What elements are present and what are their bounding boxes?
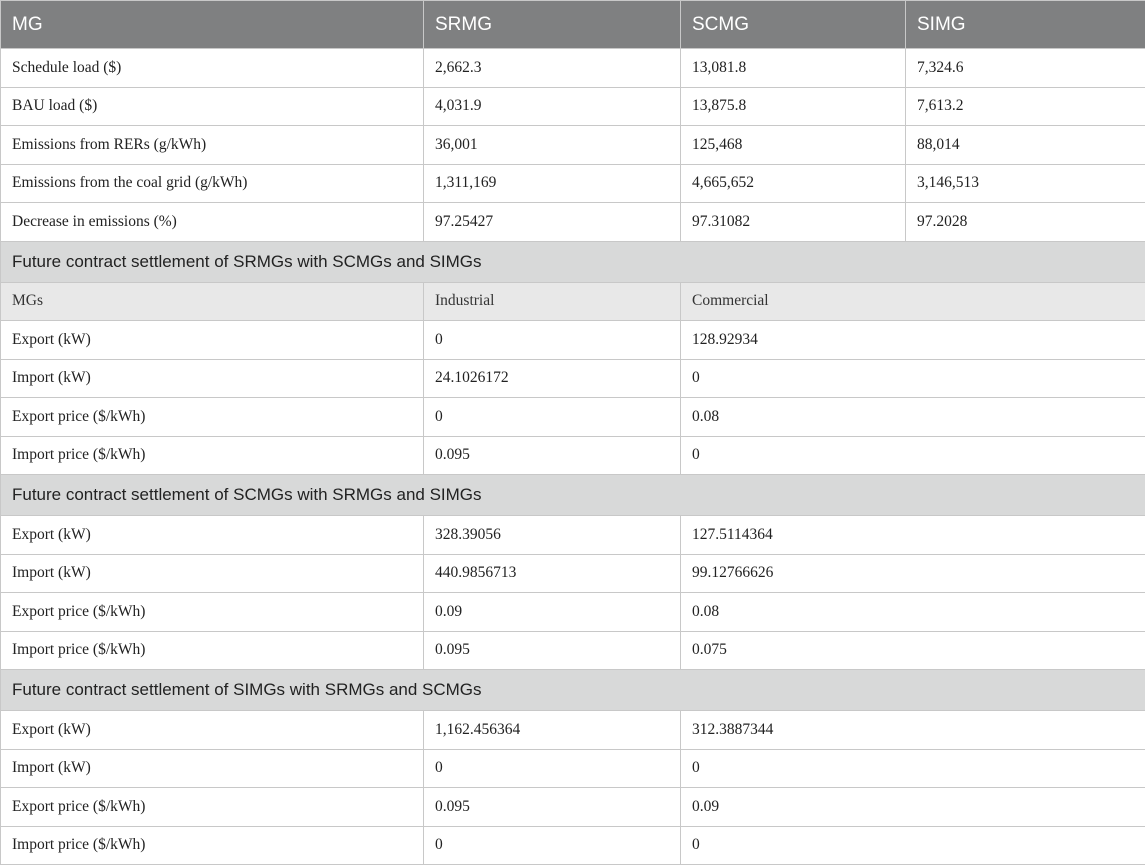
column-header: MG	[1, 1, 424, 49]
table-cell: 13,081.8	[681, 49, 906, 88]
table-cell: 0.09	[681, 788, 1145, 827]
row-label: Decrease in emissions (%)	[1, 203, 424, 242]
table-row	[1, 203, 1145, 242]
table-cell: 0	[424, 398, 681, 437]
row-label: Import (kW)	[1, 359, 424, 398]
table-cell: 0	[681, 359, 1145, 398]
row-label: Import price ($/kWh)	[1, 436, 424, 475]
table-cell: 0.08	[681, 398, 1145, 437]
table-cell: 125,468	[681, 126, 906, 165]
table-cell: 0.08	[681, 593, 1145, 632]
table-cell: 0	[424, 321, 681, 360]
table-cell: 312.3887344	[681, 711, 1145, 750]
section-title: Future contract settlement of SRMGs with SCMGs and SIMGs	[1, 241, 1145, 282]
table-row	[1, 321, 1145, 360]
table-cell: 36,001	[424, 126, 681, 165]
row-label: Export price ($/kWh)	[1, 398, 424, 437]
table-row	[1, 164, 1145, 203]
table-cell: 97.2028	[906, 203, 1145, 242]
row-label: Export price ($/kWh)	[1, 788, 424, 827]
table-cell: 0.075	[681, 631, 1145, 670]
table-cell: 0	[681, 436, 1145, 475]
table-row	[1, 49, 1145, 88]
table-cell: 0	[681, 826, 1145, 865]
row-label: BAU load ($)	[1, 87, 424, 126]
column-header: SRMG	[424, 1, 681, 49]
subheader-cell: Commercial	[681, 282, 1145, 321]
table-cell: 128.92934	[681, 321, 1145, 360]
row-label: Import price ($/kWh)	[1, 826, 424, 865]
table-cell: 97.31082	[681, 203, 906, 242]
table-cell: 127.5114364	[681, 516, 1145, 555]
subheader-cell: Industrial	[424, 282, 681, 321]
row-label: Emissions from the coal grid (g/kWh)	[1, 164, 424, 203]
table-row	[1, 398, 1145, 437]
table-row	[1, 87, 1145, 126]
table-cell: 7,613.2	[906, 87, 1145, 126]
table-cell: 440.9856713	[424, 554, 681, 593]
header-row	[1, 1, 1145, 49]
section-row	[1, 475, 1145, 516]
row-label: Schedule load ($)	[1, 49, 424, 88]
table-cell: 24.1026172	[424, 359, 681, 398]
table-row	[1, 516, 1145, 555]
row-label: Import (kW)	[1, 554, 424, 593]
table-cell: 88,014	[906, 126, 1145, 165]
table-cell: 13,875.8	[681, 87, 906, 126]
table-cell: 1,311,169	[424, 164, 681, 203]
table-row	[1, 826, 1145, 865]
table-cell: 0	[424, 826, 681, 865]
row-label: Import (kW)	[1, 749, 424, 788]
table-cell: 99.12766626	[681, 554, 1145, 593]
section-title: Future contract settlement of SIMGs with SRMGs and SCMGs	[1, 670, 1145, 711]
table-cell: 7,324.6	[906, 49, 1145, 88]
row-label: Export price ($/kWh)	[1, 593, 424, 632]
table-row	[1, 749, 1145, 788]
row-label: Emissions from RERs (g/kWh)	[1, 126, 424, 165]
row-label: Export (kW)	[1, 516, 424, 555]
section-row	[1, 670, 1145, 711]
table-cell: 0	[681, 749, 1145, 788]
table-cell: 0.095	[424, 436, 681, 475]
table-cell: 0.095	[424, 788, 681, 827]
table-row	[1, 126, 1145, 165]
table-row	[1, 436, 1145, 475]
column-header: SCMG	[681, 1, 906, 49]
table-row	[1, 631, 1145, 670]
table-row	[1, 359, 1145, 398]
section-title: Future contract settlement of SCMGs with SRMGs and SIMGs	[1, 475, 1145, 516]
table-row	[1, 593, 1145, 632]
table-cell: 328.39056	[424, 516, 681, 555]
table-cell: 3,146,513	[906, 164, 1145, 203]
table-cell: 4,665,652	[681, 164, 906, 203]
row-label: Import price ($/kWh)	[1, 631, 424, 670]
table-cell: 0	[424, 749, 681, 788]
table-cell: 0.095	[424, 631, 681, 670]
table-row	[1, 554, 1145, 593]
table-cell: 2,662.3	[424, 49, 681, 88]
table-cell: 97.25427	[424, 203, 681, 242]
table-row	[1, 711, 1145, 750]
table-cell: 4,031.9	[424, 87, 681, 126]
subheader-row	[1, 282, 1145, 321]
table-cell: 0.09	[424, 593, 681, 632]
subheader-cell: MGs	[1, 282, 424, 321]
section-row	[1, 241, 1145, 282]
row-label: Export (kW)	[1, 711, 424, 750]
row-label: Export (kW)	[1, 321, 424, 360]
column-header: SIMG	[906, 1, 1145, 49]
table-row	[1, 788, 1145, 827]
table-cell: 1,162.456364	[424, 711, 681, 750]
